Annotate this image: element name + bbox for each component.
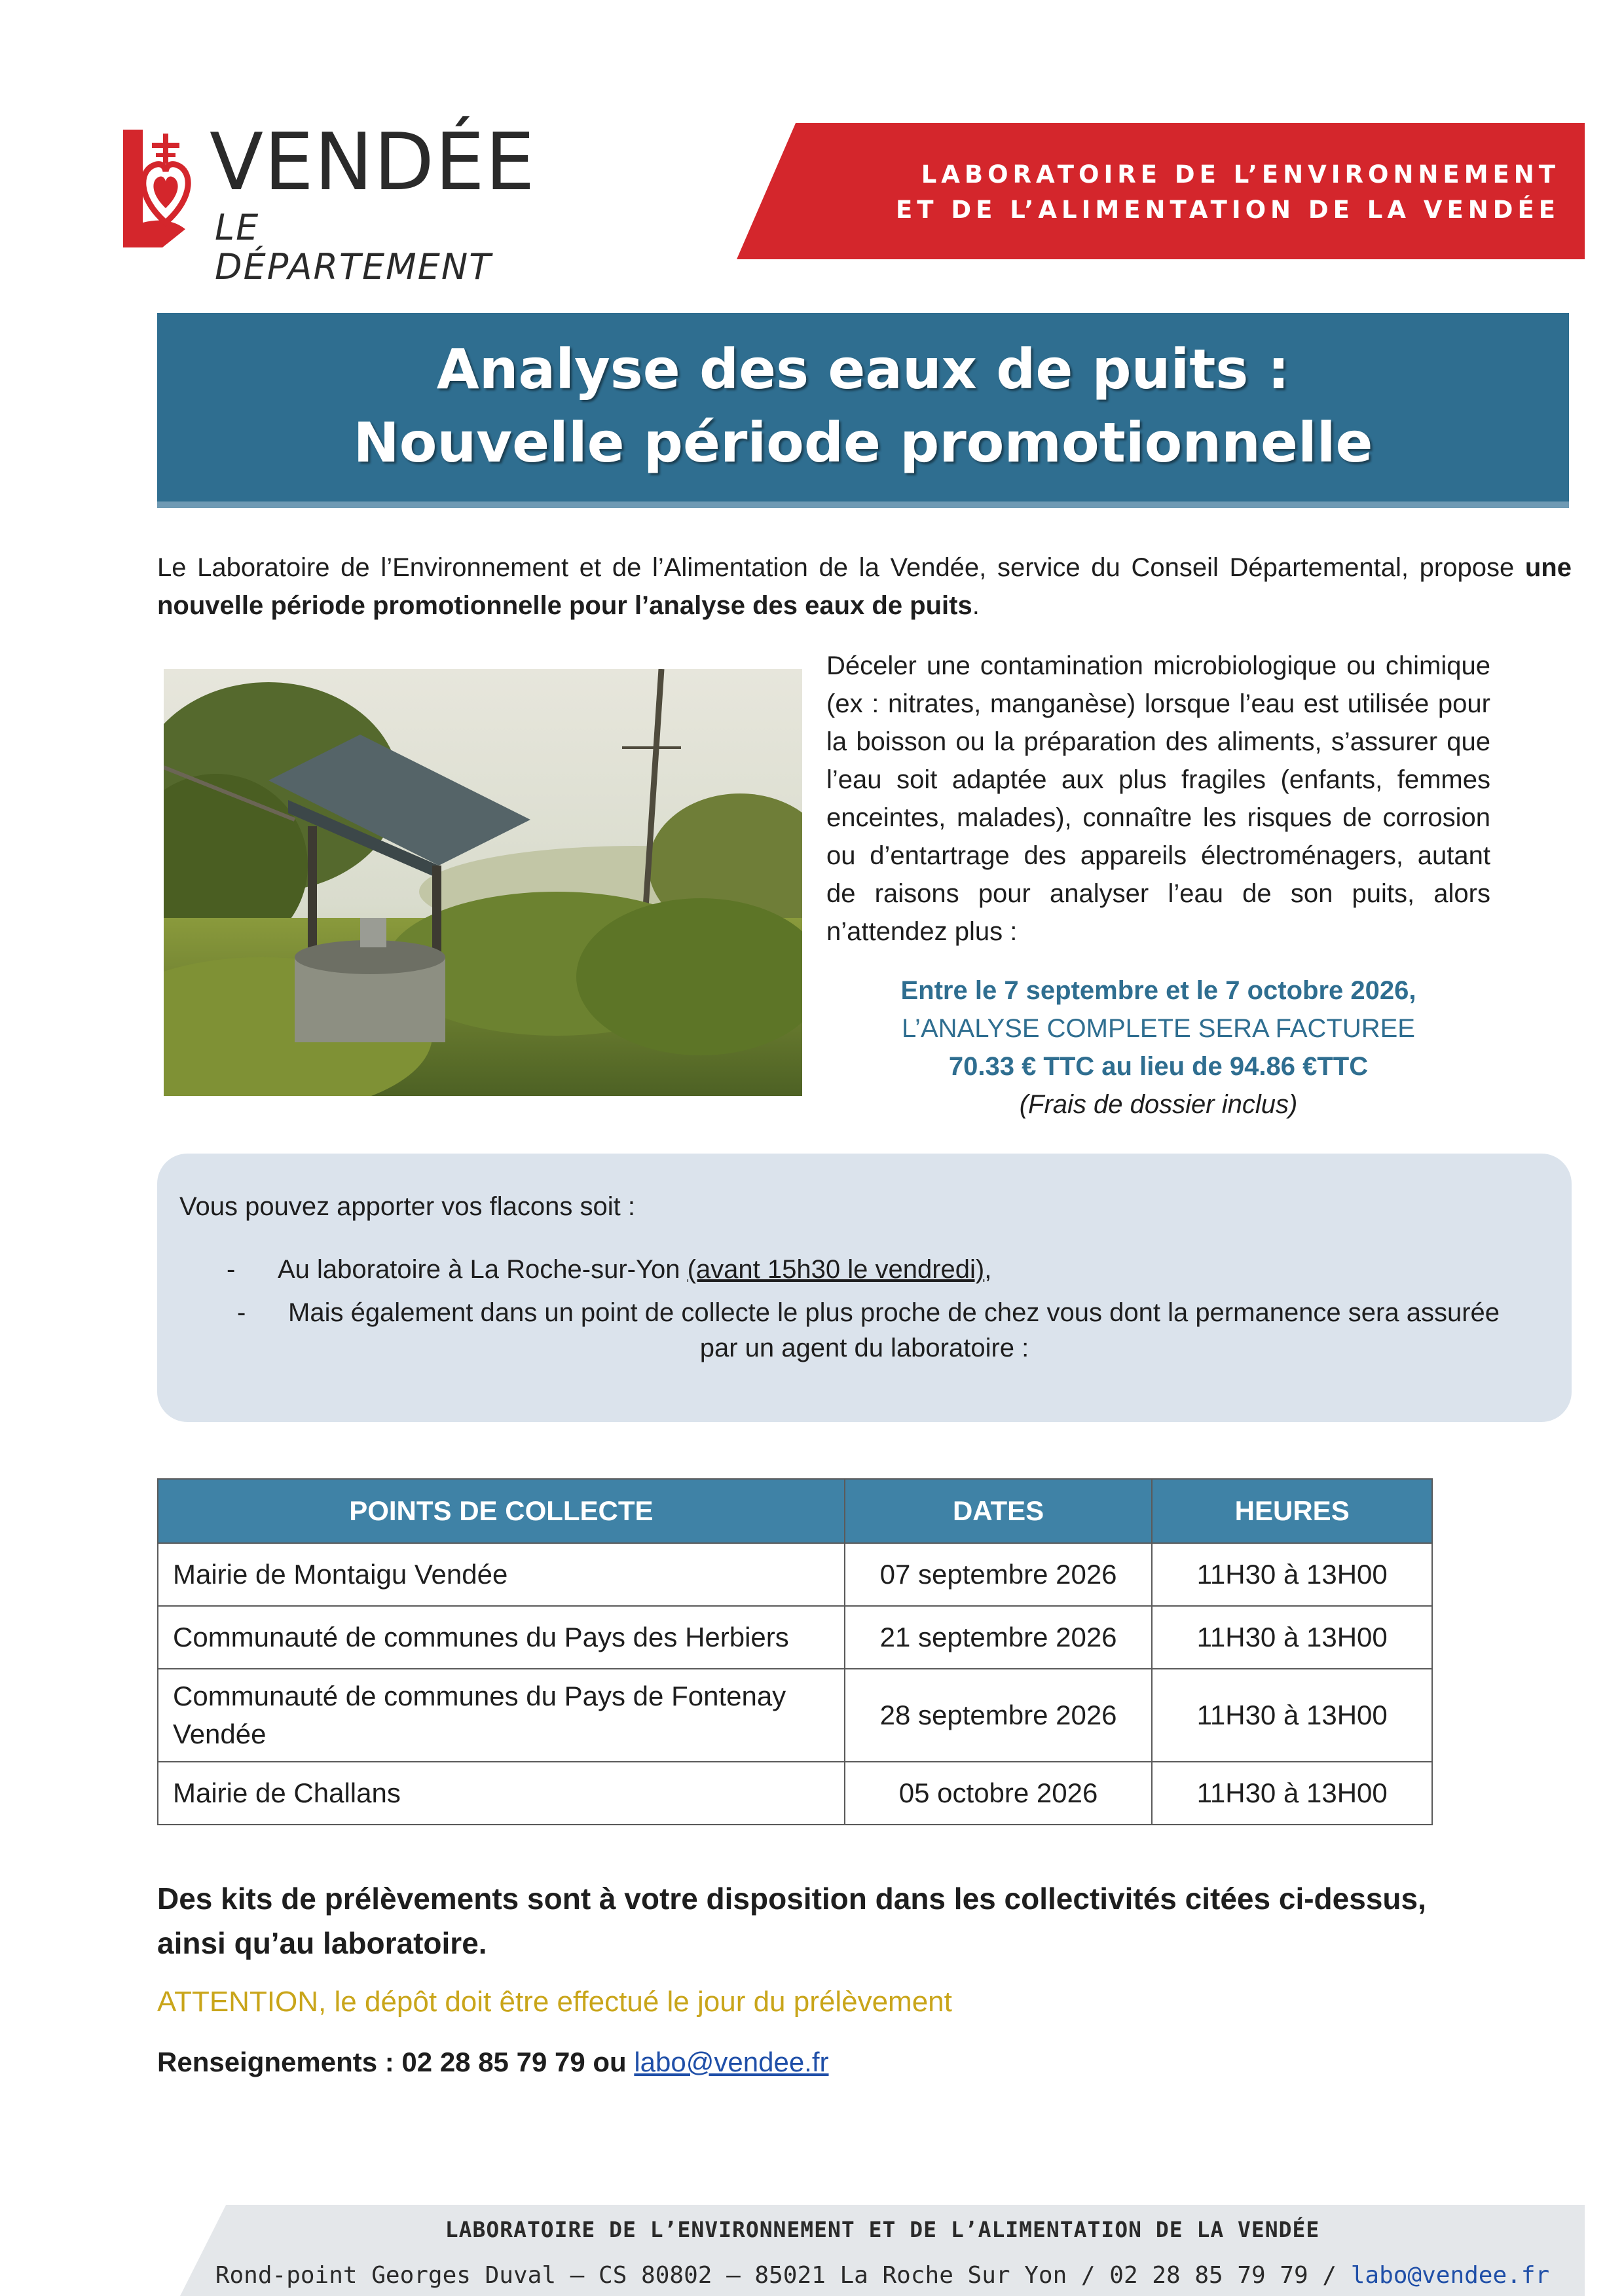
cell-date: 28 septembre 2026	[845, 1669, 1153, 1762]
drop-item-lab-end: ,	[984, 1255, 992, 1284]
drop-item-lab	[278, 1250, 991, 1288]
header-hours: HEURES	[1152, 1479, 1432, 1543]
table-row	[158, 1669, 1432, 1762]
table-row	[158, 1762, 1432, 1825]
title-line-2: Nouvelle période promotionnelle	[353, 410, 1373, 475]
promo-line: L’ANALYSE COMPLETE SERA FACTUREE	[902, 1014, 1415, 1043]
cell-place: Communauté de communes du Pays des Herbiers	[158, 1606, 845, 1669]
drop-off-box	[157, 1154, 1572, 1422]
footer-line-2	[180, 2260, 1585, 2291]
banner-line-1: LABORATOIRE DE L’ENVIRONNEMENT	[921, 160, 1560, 189]
vendee-heart-icon	[123, 124, 208, 249]
table-row	[158, 1606, 1432, 1669]
intro-paragraph	[157, 549, 1572, 625]
well-photo	[164, 669, 802, 1096]
drop-lead: Vous pouvez apporter vos flacons soit :	[179, 1192, 635, 1221]
header-dates: DATES	[845, 1479, 1153, 1543]
logo-subtitle: LE DÉPARTEMENT	[215, 207, 492, 287]
contact-info	[157, 2043, 829, 2082]
bullet-dash: -	[237, 1298, 246, 1327]
footer-email-link[interactable]: labo@vendee.fr	[1350, 2262, 1550, 2289]
promo-block	[826, 972, 1490, 1123]
banner-line-2: ET DE L’ALIMENTATION DE LA VENDÉE	[896, 196, 1560, 224]
drop-item-collect-line2: par un agent du laboratoire :	[699, 1334, 1029, 1362]
attention-notice: ATTENTION, le dépôt doit être effectué le jour du prélèvement	[157, 1986, 952, 2018]
cell-date: 21 septembre 2026	[845, 1606, 1153, 1669]
title-line-1: Analyse des eaux de puits :	[436, 337, 1290, 401]
table-header-row	[158, 1479, 1432, 1543]
well-image	[164, 669, 802, 1096]
cell-hours: 11H30 à 13H00	[1152, 1606, 1432, 1669]
kits-paragraph	[157, 1876, 1572, 1965]
drop-item-lab-deadline: (avant 15h30 le vendredi)	[687, 1255, 985, 1284]
cell-place: Mairie de Challans	[158, 1762, 845, 1825]
footer-banner	[180, 2205, 1585, 2296]
cell-place: Mairie de Montaigu Vendée	[158, 1543, 845, 1606]
logo-name: VENDÉE	[210, 117, 536, 208]
title-banner	[157, 313, 1569, 508]
intro-bold: une nouvelle période promotionnelle pour l’analyse des eaux de puits	[157, 553, 1572, 620]
banner-text	[896, 157, 1560, 228]
cell-hours: 11H30 à 13H00	[1152, 1762, 1432, 1825]
promo-price: 70.33 € TTC au lieu de 94.86 €TTC	[948, 1052, 1369, 1081]
lab-banner	[737, 123, 1585, 259]
reasons-paragraph: Déceler une contamination microbiologique ou chimique (ex : nitrates, manganèse) lorsque l’eau est utilisée pour la boisson ou la préparation des aliments, s’assurer que l’eau soit adaptée aux plus fragiles (enfants, femmes enceintes, malades), connaître les risques de corrosion ou d’entartrage des appareils électroménagers, autant de raisons pour analyser l’eau de son puits, alors n’attendez plus :	[826, 651, 1490, 946]
contact-label: Renseignements : 02 28 85 79 79 ou	[157, 2047, 635, 2077]
footer-line-1: LABORATOIRE DE L’ENVIRONNEMENT ET DE L’ALIMENTATION DE LA VENDÉE	[445, 2217, 1320, 2242]
contact-email-link[interactable]: labo@vendee.fr	[634, 2047, 829, 2077]
intro-end: .	[972, 591, 980, 620]
collection-points-table	[157, 1478, 1433, 1825]
cell-place: Communauté de communes du Pays de Fontenay Vendée	[158, 1669, 845, 1762]
intro-text: Le Laboratoire de l’Environnement et de l’Alimentation de la Vendée, service du Conseil Départemental, propose	[157, 553, 1525, 582]
drop-item-collect-line1: Mais également dans un point de collecte le plus proche de chez vous dont la permanence sera assurée	[288, 1298, 1500, 1327]
vendee-logo	[123, 117, 536, 287]
drop-item-lab-text: Au laboratoire à La Roche-sur-Yon	[278, 1255, 688, 1284]
kits-line-2: ainsi qu’au laboratoire.	[157, 1926, 487, 1960]
cell-date: 07 septembre 2026	[845, 1543, 1153, 1606]
table-row	[158, 1543, 1432, 1606]
bullet-dash: -	[227, 1255, 236, 1284]
footer-address: Rond-point Georges Duval – CS 80802 – 85021 La Roche Sur Yon / 02 28 85 79 79 /	[215, 2262, 1351, 2289]
promo-period: Entre le 7 septembre et le 7 octobre 2026,	[900, 976, 1416, 1005]
header-points: POINTS DE COLLECTE	[158, 1479, 845, 1543]
cell-date: 05 octobre 2026	[845, 1762, 1153, 1825]
kits-line-1: Des kits de prélèvements sont à votre disposition dans les collectivités citées ci-dessus,	[157, 1882, 1426, 1916]
cell-hours: 11H30 à 13H00	[1152, 1669, 1432, 1762]
cell-hours: 11H30 à 13H00	[1152, 1543, 1432, 1606]
promo-note: (Frais de dossier inclus)	[1019, 1090, 1298, 1119]
